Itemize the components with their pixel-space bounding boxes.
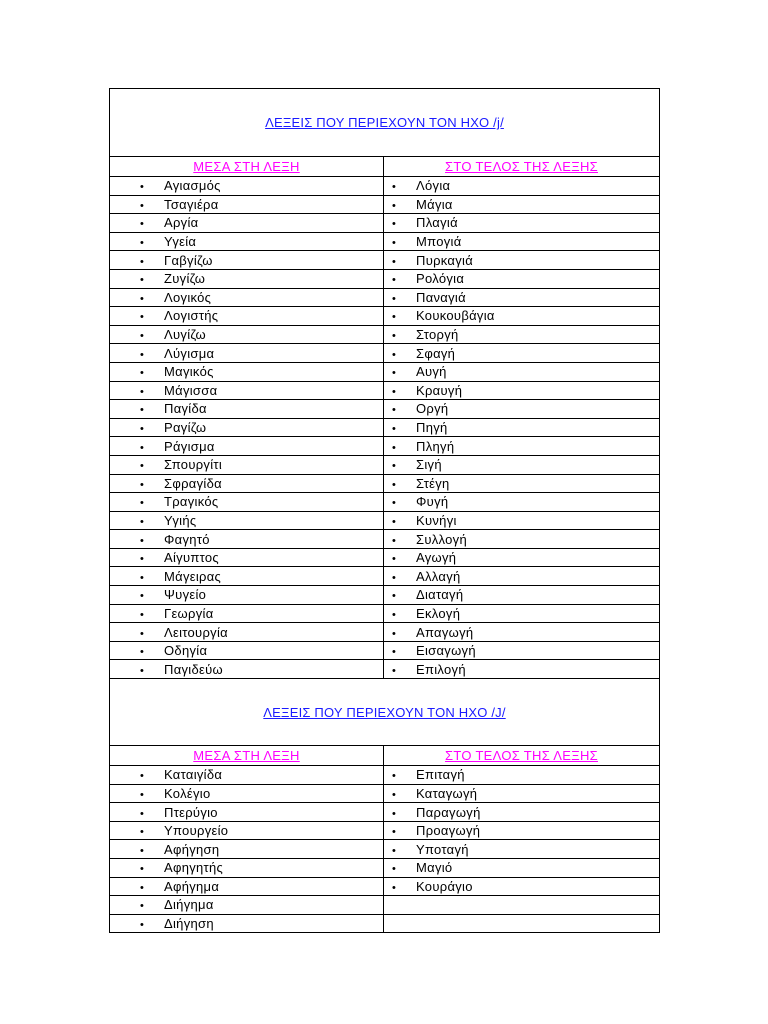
- word-text: Αυγή: [416, 364, 447, 380]
- bullet-icon: •: [140, 385, 145, 398]
- word-text: Πυρκαγιά: [416, 252, 474, 268]
- bullet-icon: •: [140, 844, 145, 857]
- word-cell-end: [384, 803, 660, 822]
- word-text: Υγιής: [164, 512, 197, 528]
- word-text: Παραγωγή: [416, 804, 481, 820]
- bullet-icon: •: [140, 863, 145, 876]
- bullet-icon: •: [392, 553, 397, 566]
- word-cell-end: [384, 896, 660, 915]
- word-cell-end: [384, 548, 660, 567]
- bullet-icon: •: [140, 292, 145, 305]
- word-text: Κολέγιο: [164, 785, 211, 801]
- table-row: [110, 548, 660, 567]
- word-cell-end: [384, 530, 660, 549]
- bullet-icon: •: [140, 826, 145, 839]
- word-cell-middle: [110, 821, 384, 840]
- bullet-icon: •: [392, 881, 397, 894]
- table-row: [110, 195, 660, 214]
- word-text: Καταιγίδα: [164, 767, 223, 783]
- word-cell-middle: [110, 548, 384, 567]
- table-row: [110, 344, 660, 363]
- word-text: Οργή: [416, 401, 449, 417]
- word-text: Πτερύγιο: [164, 804, 218, 820]
- word-text: Αίγυπτος: [164, 550, 219, 566]
- word-text: Φαγητό: [164, 531, 210, 547]
- word-cell-middle: [110, 344, 384, 363]
- word-cell-middle: [110, 914, 384, 933]
- bullet-icon: •: [140, 919, 145, 932]
- bullet-icon: •: [140, 497, 145, 510]
- table-row: [110, 766, 660, 785]
- table-row: [110, 493, 660, 512]
- word-cell-end: [384, 660, 660, 679]
- bullet-icon: •: [392, 627, 397, 640]
- table-row: [110, 784, 660, 803]
- column-header-row: [110, 746, 660, 766]
- bullet-icon: •: [392, 292, 397, 305]
- word-cell-middle: [110, 586, 384, 605]
- bullet-icon: •: [392, 515, 397, 528]
- word-cell-end: [384, 859, 660, 878]
- word-text: Ρολόγια: [416, 271, 465, 287]
- bullet-icon: •: [140, 590, 145, 603]
- bullet-icon: •: [392, 404, 397, 417]
- word-text: Επιταγή: [416, 767, 465, 783]
- header-end-of-word: ΣΤΟ ΤΕΛΟΣ ΤΗΣ ΛΕΞΗΣ: [384, 746, 660, 766]
- table-row: [110, 660, 660, 679]
- bullet-icon: •: [140, 627, 145, 640]
- table-row: [110, 214, 660, 233]
- bullet-icon: •: [140, 274, 145, 287]
- word-text: Λυγίζω: [164, 327, 206, 343]
- word-cell-end: [384, 493, 660, 512]
- word-cell-middle: [110, 859, 384, 878]
- word-text: Πηγή: [416, 420, 448, 436]
- bullet-icon: •: [392, 608, 397, 621]
- word-text: Σφραγίδα: [164, 475, 222, 491]
- word-cell-end: [384, 840, 660, 859]
- table-row: [110, 877, 660, 896]
- bullet-icon: •: [392, 844, 397, 857]
- bullet-icon: •: [392, 423, 397, 436]
- bullet-icon: •: [140, 553, 145, 566]
- table-row: [110, 604, 660, 623]
- word-cell-end: [384, 821, 660, 840]
- bullet-icon: •: [140, 218, 145, 231]
- bullet-icon: •: [392, 788, 397, 801]
- word-text: Συλλογή: [416, 531, 468, 547]
- word-text: Σπουργίτι: [164, 457, 223, 473]
- word-text: Υγεία: [164, 234, 197, 250]
- word-cell-middle: [110, 877, 384, 896]
- bullet-icon: •: [140, 199, 145, 212]
- bullet-icon: •: [392, 330, 397, 343]
- word-text: Γαβγίζω: [164, 252, 213, 268]
- word-text: Ραγίζω: [164, 420, 207, 436]
- word-cell-end: [384, 641, 660, 660]
- bullet-icon: •: [140, 664, 145, 677]
- word-cell-end: [384, 232, 660, 251]
- bullet-icon: •: [392, 311, 397, 324]
- word-text: Μάγια: [416, 196, 453, 212]
- bullet-icon: •: [392, 807, 397, 820]
- bullet-icon: •: [140, 237, 145, 250]
- bullet-icon: •: [392, 199, 397, 212]
- word-text: Παναγιά: [416, 289, 466, 305]
- section-title: ΛΕΞΕΙΣ ΠΟΥ ΠΕΡΙΕΧΟΥΝ ΤΟΝ ΗΧΟ /J/: [110, 679, 660, 746]
- bullet-icon: •: [392, 770, 397, 783]
- word-cell-middle: [110, 455, 384, 474]
- bullet-icon: •: [392, 218, 397, 231]
- word-cell-end: [384, 381, 660, 400]
- word-text: Μαγιό: [416, 860, 453, 876]
- word-text: Τραγικός: [164, 494, 219, 510]
- word-cell-end: [384, 604, 660, 623]
- bullet-icon: •: [140, 367, 145, 380]
- bullet-icon: •: [140, 788, 145, 801]
- header-middle-of-word: ΜΕΣΑ ΣΤΗ ΛΕΞΗ: [110, 746, 384, 766]
- word-cell-middle: [110, 840, 384, 859]
- word-cell-middle: [110, 766, 384, 785]
- word-cell-end: [384, 511, 660, 530]
- word-cell-middle: [110, 803, 384, 822]
- word-cell-middle: [110, 381, 384, 400]
- word-text: Λογιστής: [164, 308, 219, 324]
- table-row: [110, 641, 660, 660]
- table-row: [110, 859, 660, 878]
- word-cell-middle: [110, 530, 384, 549]
- bullet-icon: •: [140, 441, 145, 454]
- bullet-icon: •: [140, 608, 145, 621]
- word-text: Υπουργείο: [164, 823, 229, 839]
- word-text: Κουκουβάγια: [416, 308, 495, 324]
- bullet-icon: •: [140, 423, 145, 436]
- table-row: [110, 474, 660, 493]
- bullet-icon: •: [140, 881, 145, 894]
- word-text: Αγωγή: [416, 550, 457, 566]
- word-text: Μαγικός: [164, 364, 214, 380]
- word-text: Τσαγιέρα: [164, 196, 219, 212]
- bullet-icon: •: [140, 478, 145, 491]
- bullet-icon: •: [392, 367, 397, 380]
- table-row: [110, 914, 660, 933]
- table-row: [110, 381, 660, 400]
- word-text: Στέγη: [416, 475, 450, 491]
- word-text: Αλλαγή: [416, 568, 461, 584]
- word-text: Σφαγή: [416, 345, 456, 361]
- table-row: [110, 896, 660, 915]
- word-text: Προαγωγή: [416, 823, 481, 839]
- word-text: Αφήγημα: [164, 878, 220, 894]
- bullet-icon: •: [392, 385, 397, 398]
- word-cell-middle: [110, 362, 384, 381]
- word-text: Απαγωγή: [416, 624, 474, 640]
- word-cell-middle: [110, 493, 384, 512]
- word-text: Στοργή: [416, 327, 459, 343]
- word-cell-end: [384, 914, 660, 933]
- bullet-icon: •: [140, 807, 145, 820]
- bullet-icon: •: [140, 311, 145, 324]
- table-row: [110, 455, 660, 474]
- word-cell-end: [384, 214, 660, 233]
- word-cell-middle: [110, 177, 384, 196]
- word-text: Λόγια: [416, 178, 451, 194]
- word-cell-end: [384, 586, 660, 605]
- bullet-icon: •: [140, 515, 145, 528]
- table-row: [110, 623, 660, 642]
- word-text: Εκλογή: [416, 605, 461, 621]
- word-text: Αγιασμός: [164, 178, 221, 194]
- word-text: Μάγισσα: [164, 382, 218, 398]
- table-row: [110, 269, 660, 288]
- word-cell-end: [384, 474, 660, 493]
- word-cell-end: [384, 288, 660, 307]
- word-text: Καταγωγή: [416, 785, 478, 801]
- word-cell-middle: [110, 195, 384, 214]
- word-cell-end: [384, 623, 660, 642]
- word-table: [109, 88, 660, 933]
- bullet-icon: •: [392, 826, 397, 839]
- word-cell-middle: [110, 567, 384, 586]
- table-row: [110, 177, 660, 196]
- table-row: [110, 418, 660, 437]
- table-row: [110, 288, 660, 307]
- table-row: [110, 840, 660, 859]
- word-text: Διήγημα: [164, 897, 214, 913]
- column-header-row: [110, 157, 660, 177]
- bullet-icon: •: [392, 274, 397, 287]
- word-cell-end: [384, 325, 660, 344]
- word-cell-middle: [110, 232, 384, 251]
- bullet-icon: •: [140, 404, 145, 417]
- word-text: Διήγηση: [164, 916, 214, 932]
- word-cell-middle: [110, 641, 384, 660]
- bullet-icon: •: [140, 330, 145, 343]
- word-text: Πλαγιά: [416, 215, 458, 231]
- word-text: Κυνήγι: [416, 512, 457, 528]
- word-cell-end: [384, 195, 660, 214]
- word-text: Κουράγιο: [416, 878, 473, 894]
- bullet-icon: •: [140, 646, 145, 659]
- bullet-icon: •: [392, 664, 397, 677]
- word-cell-middle: [110, 437, 384, 456]
- section-title-row: [110, 679, 660, 746]
- word-cell-end: [384, 400, 660, 419]
- word-cell-end: [384, 418, 660, 437]
- word-text: Αργία: [164, 215, 199, 231]
- table-row: [110, 307, 660, 326]
- section-title: ΛΕΞΕΙΣ ΠΟΥ ΠΕΡΙΕΧΟΥΝ ΤΟΝ ΗΧΟ /j/: [110, 89, 660, 157]
- table-row: [110, 530, 660, 549]
- word-cell-middle: [110, 604, 384, 623]
- word-cell-middle: [110, 511, 384, 530]
- table-row: [110, 362, 660, 381]
- bullet-icon: •: [392, 646, 397, 659]
- bullet-icon: •: [392, 534, 397, 547]
- word-cell-end: [384, 344, 660, 363]
- word-cell-middle: [110, 307, 384, 326]
- word-text: Λύγισμα: [164, 345, 215, 361]
- bullet-icon: •: [392, 497, 397, 510]
- word-text: Μπογιά: [416, 234, 462, 250]
- bullet-icon: •: [140, 348, 145, 361]
- bullet-icon: •: [392, 460, 397, 473]
- word-cell-end: [384, 567, 660, 586]
- word-text: Σιγή: [416, 457, 442, 473]
- bullet-icon: •: [392, 590, 397, 603]
- word-cell-end: [384, 177, 660, 196]
- word-cell-end: [384, 877, 660, 896]
- table-row: [110, 232, 660, 251]
- bullet-icon: •: [140, 534, 145, 547]
- word-text: Αφήγηση: [164, 841, 220, 857]
- word-cell-middle: [110, 623, 384, 642]
- word-cell-middle: [110, 214, 384, 233]
- bullet-icon: •: [392, 863, 397, 876]
- word-cell-middle: [110, 251, 384, 270]
- word-cell-middle: [110, 400, 384, 419]
- word-cell-middle: [110, 660, 384, 679]
- bullet-icon: •: [392, 571, 397, 584]
- table-row: [110, 511, 660, 530]
- word-text: Μάγειρας: [164, 568, 222, 584]
- table-row: [110, 437, 660, 456]
- word-text: Γεωργία: [164, 605, 214, 621]
- word-cell-end: [384, 269, 660, 288]
- section-title-row: [110, 89, 660, 157]
- word-text: Αφηγητής: [164, 860, 224, 876]
- word-cell-end: [384, 251, 660, 270]
- header-end-of-word: ΣΤΟ ΤΕΛΟΣ ΤΗΣ ΛΕΞΗΣ: [384, 157, 660, 177]
- word-text: Ζυγίζω: [164, 271, 206, 287]
- word-text: Εισαγωγή: [416, 643, 476, 659]
- word-cell-end: [384, 362, 660, 381]
- bullet-icon: •: [392, 441, 397, 454]
- bullet-icon: •: [392, 237, 397, 250]
- word-cell-end: [384, 437, 660, 456]
- word-cell-end: [384, 784, 660, 803]
- bullet-icon: •: [392, 255, 397, 268]
- bullet-icon: •: [140, 460, 145, 473]
- word-cell-middle: [110, 288, 384, 307]
- table-row: [110, 586, 660, 605]
- word-cell-end: [384, 307, 660, 326]
- bullet-icon: •: [392, 348, 397, 361]
- word-text: Πληγή: [416, 438, 455, 454]
- table-row: [110, 803, 660, 822]
- word-text: Ράγισμα: [164, 438, 215, 454]
- table-row: [110, 567, 660, 586]
- table-row: [110, 325, 660, 344]
- table-row: [110, 400, 660, 419]
- word-text: Οδηγία: [164, 643, 208, 659]
- bullet-icon: •: [140, 900, 145, 913]
- word-cell-middle: [110, 418, 384, 437]
- bullet-icon: •: [392, 478, 397, 491]
- word-text: Ψυγείο: [164, 587, 207, 603]
- word-text: Κραυγή: [416, 382, 463, 398]
- table-row: [110, 251, 660, 270]
- word-text: Υποταγή: [416, 841, 469, 857]
- word-text: Φυγή: [416, 494, 449, 510]
- word-text: Διαταγή: [416, 587, 464, 603]
- word-cell-middle: [110, 474, 384, 493]
- word-cell-middle: [110, 325, 384, 344]
- word-text: Επιλογή: [416, 661, 466, 677]
- word-text: Λογικός: [164, 289, 212, 305]
- word-cell-end: [384, 455, 660, 474]
- header-middle-of-word: ΜΕΣΑ ΣΤΗ ΛΕΞΗ: [110, 157, 384, 177]
- bullet-icon: •: [140, 571, 145, 584]
- bullet-icon: •: [140, 770, 145, 783]
- word-text: Παγίδα: [164, 401, 207, 417]
- word-cell-end: [384, 766, 660, 785]
- word-text: Λειτουργία: [164, 624, 228, 640]
- bullet-icon: •: [392, 181, 397, 194]
- word-cell-middle: [110, 784, 384, 803]
- bullet-icon: •: [140, 181, 145, 194]
- bullet-icon: •: [140, 255, 145, 268]
- word-text: Παγιδεύω: [164, 661, 223, 677]
- word-cell-middle: [110, 896, 384, 915]
- word-cell-middle: [110, 269, 384, 288]
- table-row: [110, 821, 660, 840]
